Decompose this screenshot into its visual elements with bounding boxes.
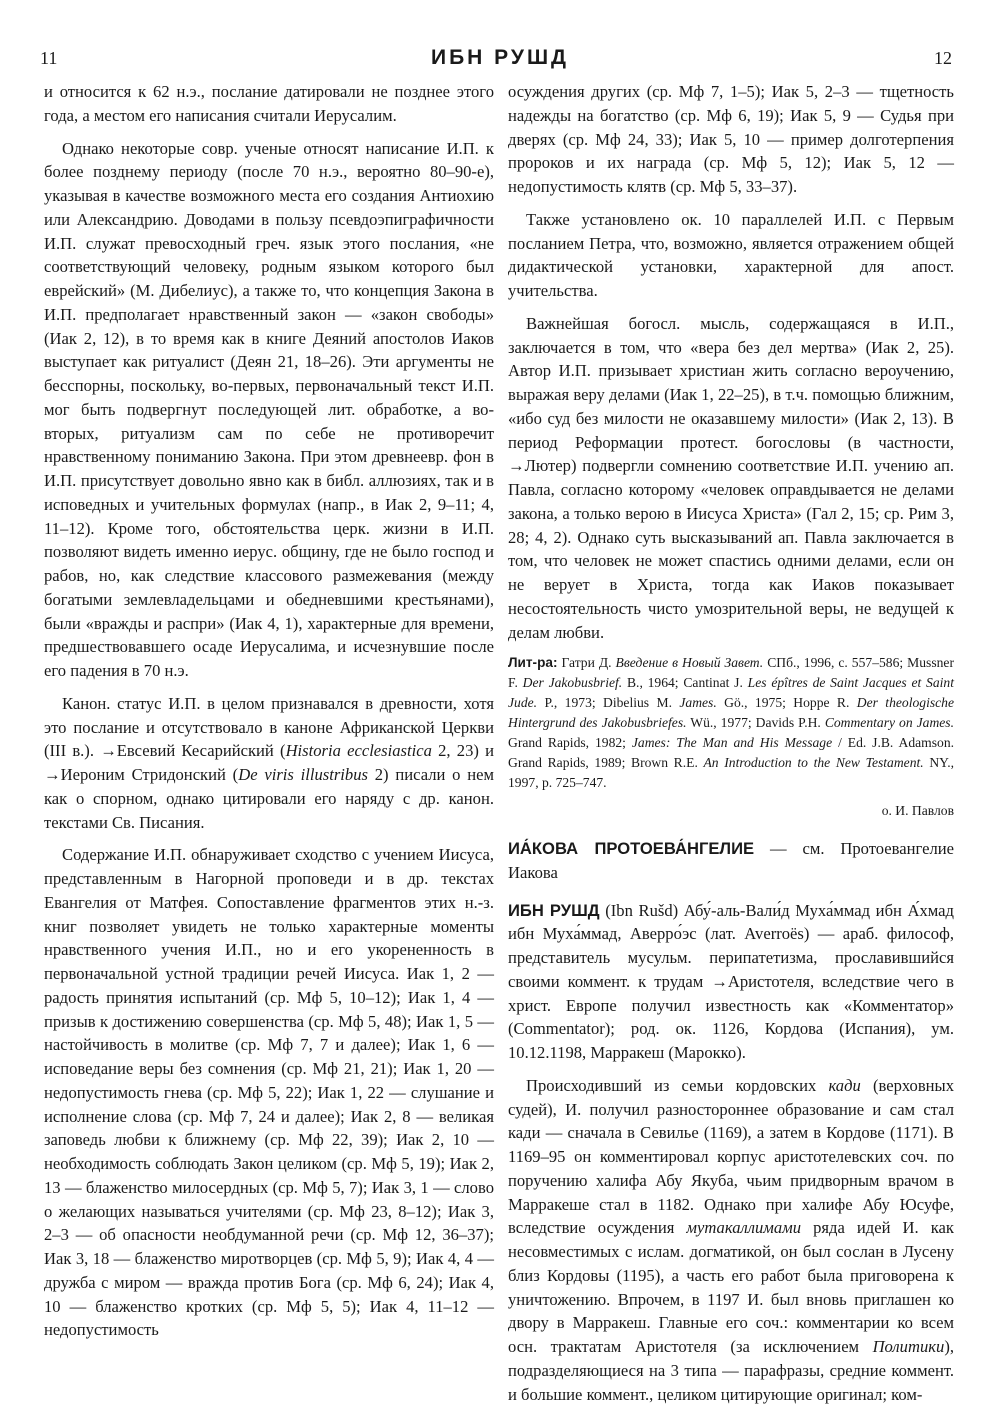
paragraph: Происходивший из семьи кордовских кади (верховных судей), И. получил разностороннее образование и сам стал кади — сначала в Севилье (1169), а затем в Кордове (1171). В 1169–95 он комментировал корпус аристотелевских соч. по поручению халифа Абу Якуба, чьим придворным врачом в Марракеше стал в 1182. Однако при халифе Абу Юсуфе, вследствие осуждения мутакаллимами ряда идей И. как несовместимых с ислам. догматикой, он был сослан в Лусену близ Кордовы (1195), а часть его работ была приговорена к уничтожению. Впрочем, в 1197 И. был вновь приглашен ко двору в Марракеш. Главные его соч.: комментарии ко всем осн. трактатам Аристотеля (за исключением Политики), подразделяющиеся на 3 типа — парафразы, средние коммент. и большие коммент., целиком цитирующие оригинал; ком- <box>508 1075 954 1404</box>
page-number-right: 12 <box>934 48 952 68</box>
page-header <box>0 48 1000 78</box>
literature-label: Лит-ра: <box>508 655 558 671</box>
page-number-left: 11 <box>40 48 58 68</box>
entry-headword: ИА́КОВА ПРОТОЕВА́НГЕЛИЕ <box>508 839 755 858</box>
article-author: о. И. Павлов <box>881 803 954 819</box>
running-title: ИБН РУШД <box>430 46 570 69</box>
entry-headword: ИБН РУШД <box>508 900 600 920</box>
literature-list: Лит-ра: Гатри Д. Введение в Новый Завет. СПб., 1996, с. 557–586; Mussner F. Der Jakobusbrief. B., 1964; Cantinat J. Les épîtres de Saint Jacques et Saint Jude. P., 1973; Dibelius M. James. Gö., 1975; Hoppe R. Der theologische Hintergrund des Jakobusbriefes. Wü., 1977; Davids P.H. Commentary on James. Grand Rapids, 1982; James: The Man and His Message / Ed. J.B. Adamson. Grand Rapids, 1989; Brown R.E. An Introduction to the New Testament. NY., 1997, p. 725–747. <box>508 655 955 791</box>
cross-reference-link[interactable]: →Евсевий Кесарийский <box>100 741 274 761</box>
left-column <box>44 80 494 1351</box>
paragraph: Также установлено ок. 10 параллелей И.П. с Первым посланием Петра, что, возможно, является отражением общей дидактической установки, характерной для апост. учительства. <box>508 209 954 300</box>
paragraph: осуждения других (ср. Мф 7, 1–5); Иак 5, 2–3 — тщетность надежды на богатство (ср. Мф 6, 19); Иак 5, 9 — Судья при дверях (ср. Мф 24, 33); Иак 5, 10 — пример долготерпения пророков и их награда (ср. Мф 5, 12); Иак 5, 12 — недопустимость клятв (ср. Мф 5, 33–37). <box>508 82 954 196</box>
paragraph: Содержание И.П. обнаруживает сходство с учением Иисуса, представленным в Нагорной проповеди и в др. текстах Евангелия от Матфея. Сопоставление фрагментов этих н.-з. книг позволяет увидеть не только характерные моменты нравственного учения И.П., но и его укорененность в первоначальной устной традиции речей Иисуса. Иак 1, 2 — радость принятия испытаний (ср. Мф 5, 10–12); Иак 1, 4 — призыв к достижению совершенства (ср. Мф 5, 48); Иак 1, 5 — настойчивость в молитве (ср. Мф 7, 7 и далее); Иак 1, 6 — исповедание веры без сомнения (ср. Мф 21, 21); Иак 1, 20 — недопустимость гнева (ср. Мф 5, 22); Иак 1, 22 — слушание и исполнение слова (ср. Мф 7, 24 и далее); Иак 2, 8 — великая заповедь любви к ближнему (ср. Мф 22, 39); Иак 2, 10 — необходимость соблюдать Закон целиком (ср. Мф 5, 19); Иак 2, 13 — блаженство милосердных (ср. Мф 5, 7); Иак 3, 1 — слово о желающих называться учителями (ср. Мф 23, 8–12); Иак 3, 2–3 — об опасности необдуманной речи (ср. Мф 12, 36–37); Иак 3, 18 — блаженство миротворцев (ср. Мф 5, 9); Иак 4, 4 — дружба с миром — вражда против Бога (ср. Мф 6, 24); Иак 4, 10 — блаженство кротких (ср. Мф 5, 5); Иак 4, 11–12 — недопустимость <box>44 845 494 1340</box>
paragraph: Однако некоторые совр. ученые относят написание И.П. к более позднему периоду (после 70 н.э., вероятно 80–90-е), указывая в качестве возможного места его создания Антиохию или Александрию. Доводами в пользу псевдоэпиграфичности И.П. служат превосходный греч. язык этого послания, «не соответствующий человеку, родным языком которого был еврейский» (М. Дибелиус), а также то, что концепция Закона в И.П. предполагает нравственный закон — «закон свободы» (Иак 2, 12), в то время как в книге Деяний апостолов Иаков выступает как ритуалист (Деян 21, 18–26). Эти аргументы не бесспорны, поскольку, во-первых, первоначальный текст И.П. мог быть подвергнут последующей лит. обработке, а во-вторых, ритуализм сам по себе не противоречит нравственному пониманию Закона. При этом древнеевр. фон в И.П. присутствует довольно явно как в библ. аллюзиях, так и в исповедных и учительных формулах (напр., в Иак 2, 9–11; 4, 11–12). Кроме того, обстоятельства церк. жизни в И.П. позволяют видеть именно иерус. общину, где не было господ и рабов, но, как следствие классового размежевания (между богатыми землевладельцами и обедневшими крестьянами), были «вражды и распри» (Иак 4, 1), характерные для времени, предшествовавшего осаде Иерусалима, и исчезнувшие после его падения в 70 н.э. <box>44 138 494 680</box>
cross-reference-link[interactable]: →Иероним Стридонский <box>44 765 226 784</box>
right-column <box>508 80 954 1415</box>
cross-reference-link[interactable]: →Аристотеля <box>711 971 811 991</box>
paragraph: Канон. статус И.П. в целом признавался в древности, хотя это послание и отсутствовало в каноне Африканской Церкви (III в.). →Евсевий Кесарийский (Historia ecclesiastica 2, 23) и →Иероним Стридонский (De viris illustribus 2) писали о нем как о спорном, однако цитировали его наряду с др. канон. текстами Св. Писания. <box>44 693 494 832</box>
encyclopedia-entry: ИБН РУШД (Ibn Rušd) Абу́-аль-Вали́д Муха́ммад ибн А́хмад ибн Муха́ммад, Аверро́эс (лат. Averroës) — араб. философ, представитель мусульм. перипатетизма, прославившийся своими коммент. к трудам →Аристотеля, вследствие чего в христ. Европе получил известность как «Комментатор» (Commentator); род. ок. 1126, Кордова (Испания), ум. 10.12.1198, Марракеш (Марокко). <box>508 900 955 1062</box>
paragraph: Важнейшая богосл. мысль, содержащаяся в И.П., заключается в том, что «вера без дел мертва» (Иак 2, 25). Автор И.П. призывает христиан жить согласно вероучению, выражая веру делами (Иак 1, 22–25), в т.ч. помощью ближним, «ибо суд без милости не оказавшему милости» (Иак 2, 13). В период Реформации протест. богословы (в частности, →Лютер) подвергли сомнению соответствие И.П. учению ап. Павла, согласно которому «человек оправдывается не делами закона, а только верою в Иисуса Христа» (Гал 2, 15; ср. Рим 3, 28; 4, 2). Однако суть высказываний ап. Павла заключается в том, что человек не может спастись одними делами, если он не верует в Христа, тогда как Иаков показывает несостоятельность чисто умозрительной веры, не ведущей к делам любви. <box>508 313 954 642</box>
cross-reference-link[interactable]: →Лютер <box>508 456 571 476</box>
paragraph: и относится к 62 н.э., послание датировали не позднее этого года, а местом его написания считали Иерусалим. <box>44 82 494 125</box>
encyclopedia-entry: ИА́КОВА ПРОТОЕВА́НГЕЛИЕ — см. Протоевангелие Иакова <box>508 839 954 882</box>
